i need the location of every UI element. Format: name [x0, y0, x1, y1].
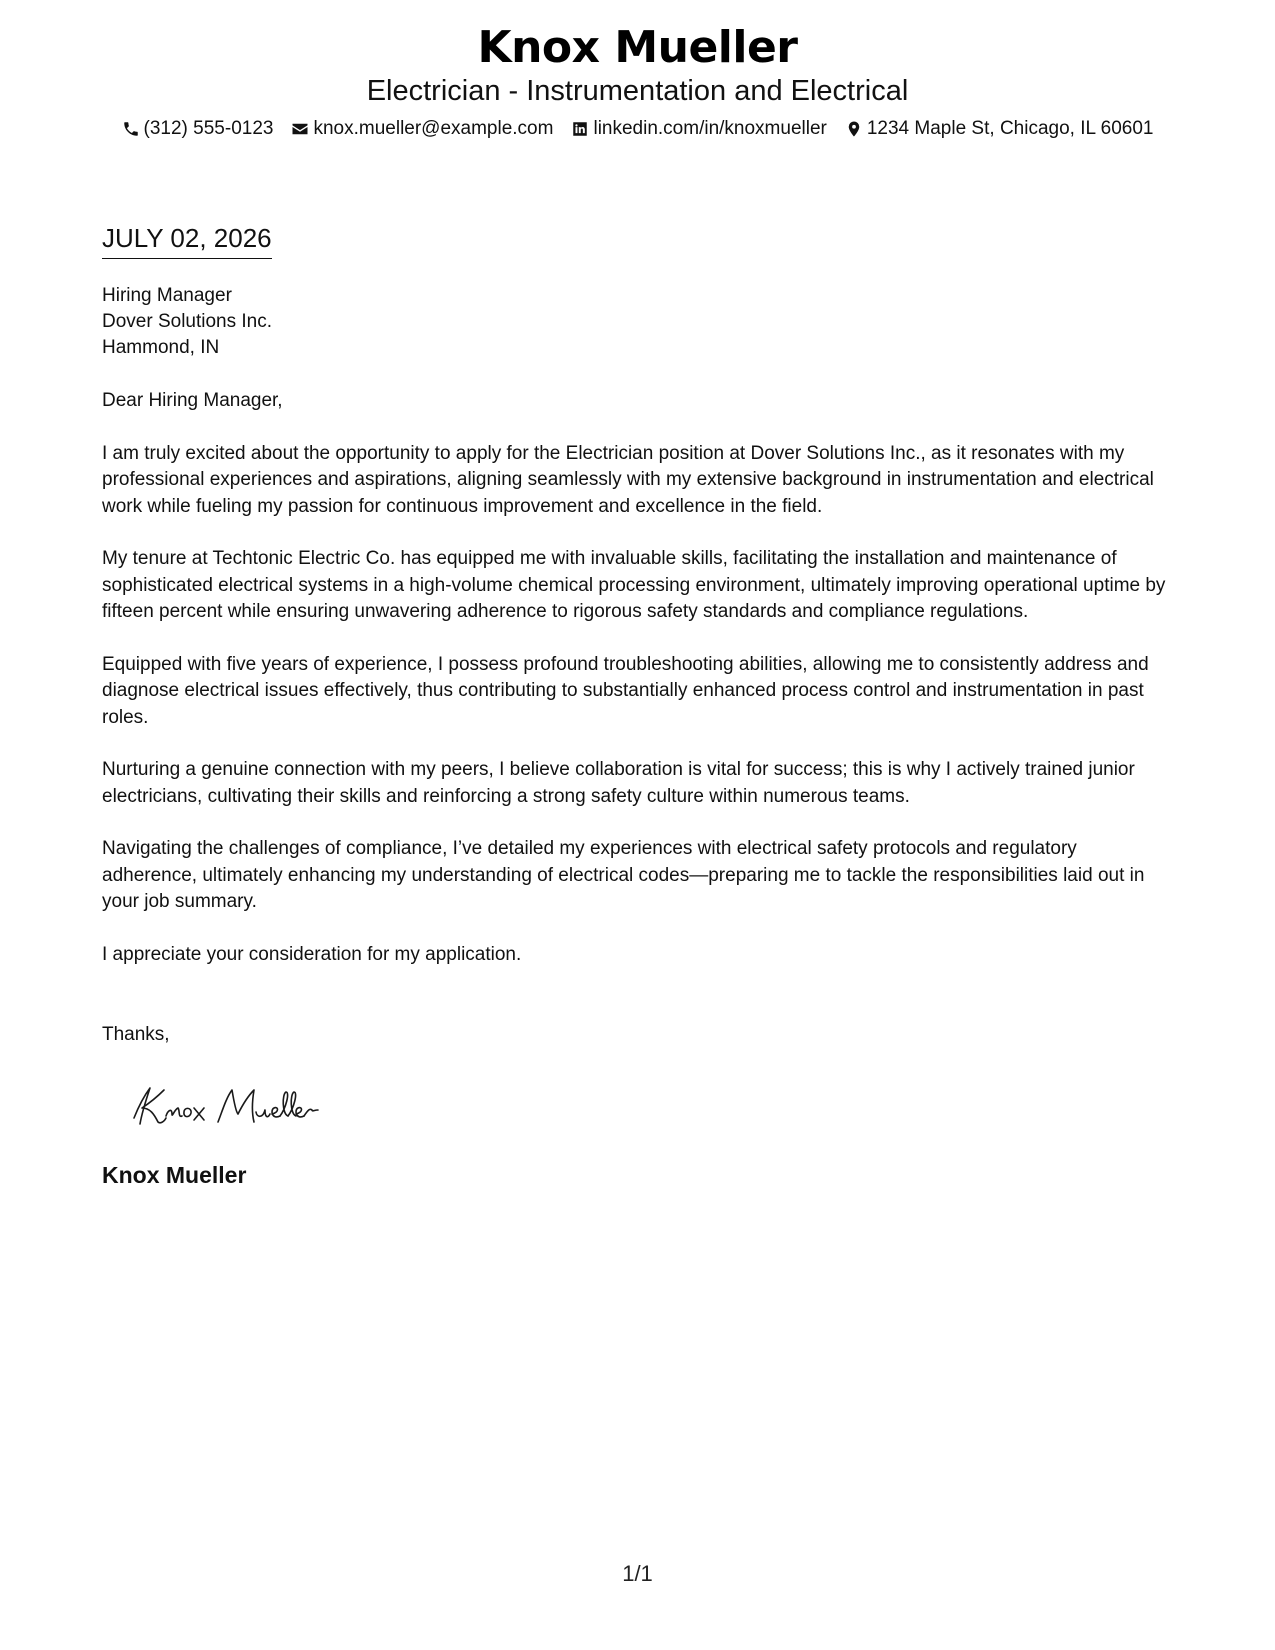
letter-date: JULY 02, 2026 — [102, 222, 272, 259]
closing: Thanks, — [102, 1024, 170, 1045]
signed-name: Knox Mueller — [102, 1162, 247, 1188]
linkedin-icon — [571, 120, 589, 138]
contact-bar — [0, 116, 1275, 142]
salutation: Dear Hiring Manager, — [102, 390, 283, 411]
contact-address — [845, 116, 1154, 142]
body-paragraph: I appreciate your consideration for my application. — [102, 943, 522, 965]
contact-email — [291, 116, 553, 142]
contact-phone — [122, 116, 274, 142]
contact-linkedin-text: linkedin.com/in/knoxmueller — [593, 118, 827, 139]
sender-name: Knox Mueller — [477, 22, 798, 73]
body-paragraph: Nurturing a genuine connection with my peers, I believe collaboration is vital for success; this is why I actively trained junior electricians, cultivating their skills and reinforcing a strong safety culture within numerous teams. — [102, 759, 1135, 807]
body-paragraph: Navigating the challenges of compliance, I’ve detailed my experiences with electrical safety protocols and regulatory adherence, ultimately enhancing my understanding of electrical codes—preparing me to tackle the responsibilities laid out in your job summary. — [102, 838, 1145, 912]
recipient-block — [102, 283, 272, 361]
recipient-location: Hammond, IN — [102, 337, 220, 358]
sender-role: Electrician - Instrumentation and Electrical — [366, 75, 909, 107]
letter-header — [0, 20, 1275, 142]
envelope-icon — [291, 120, 309, 138]
page-number: 1/1 — [622, 1561, 653, 1586]
contact-address-text: 1234 Maple St, Chicago, IL 60601 — [866, 118, 1154, 139]
handwritten-signature — [120, 1080, 350, 1130]
contact-email-text: knox.mueller@example.com — [313, 118, 554, 139]
body-paragraph: Equipped with five years of experience, I possess profound troubleshooting abilities, allowing me to consistently address and diagnose electrical issues effectively, thus contributing to substantially enhanced process control and instrumentation in past roles. — [102, 653, 1149, 728]
contact-phone-text: (312) 555-0123 — [143, 118, 274, 139]
map-pin-icon — [845, 120, 863, 138]
phone-icon — [122, 120, 140, 138]
contact-linkedin — [571, 116, 826, 142]
body-paragraph: My tenure at Techtonic Electric Co. has equipped me with invaluable skills, facilitating the installation and maintenance of sophisticated electrical systems in a high-volume chemical processing environment, ultimately improving operational uptime by fifteen percent while ensuring unwavering adherence to rigorous safety standards and compliance regulations. — [102, 548, 1166, 622]
recipient-title: Hiring Manager — [102, 285, 232, 306]
body-paragraph: I am truly excited about the opportunity to apply for the Electrician position at Dover Solutions Inc., as it resonates with my professional experiences and aspirations, aligning seamlessly with my extensive background in instrumentation and electrical work while fueling my passion for continuous improvement and excellence in the field. — [102, 442, 1154, 517]
recipient-company: Dover Solutions Inc. — [102, 311, 273, 332]
letter-body — [102, 388, 1172, 994]
